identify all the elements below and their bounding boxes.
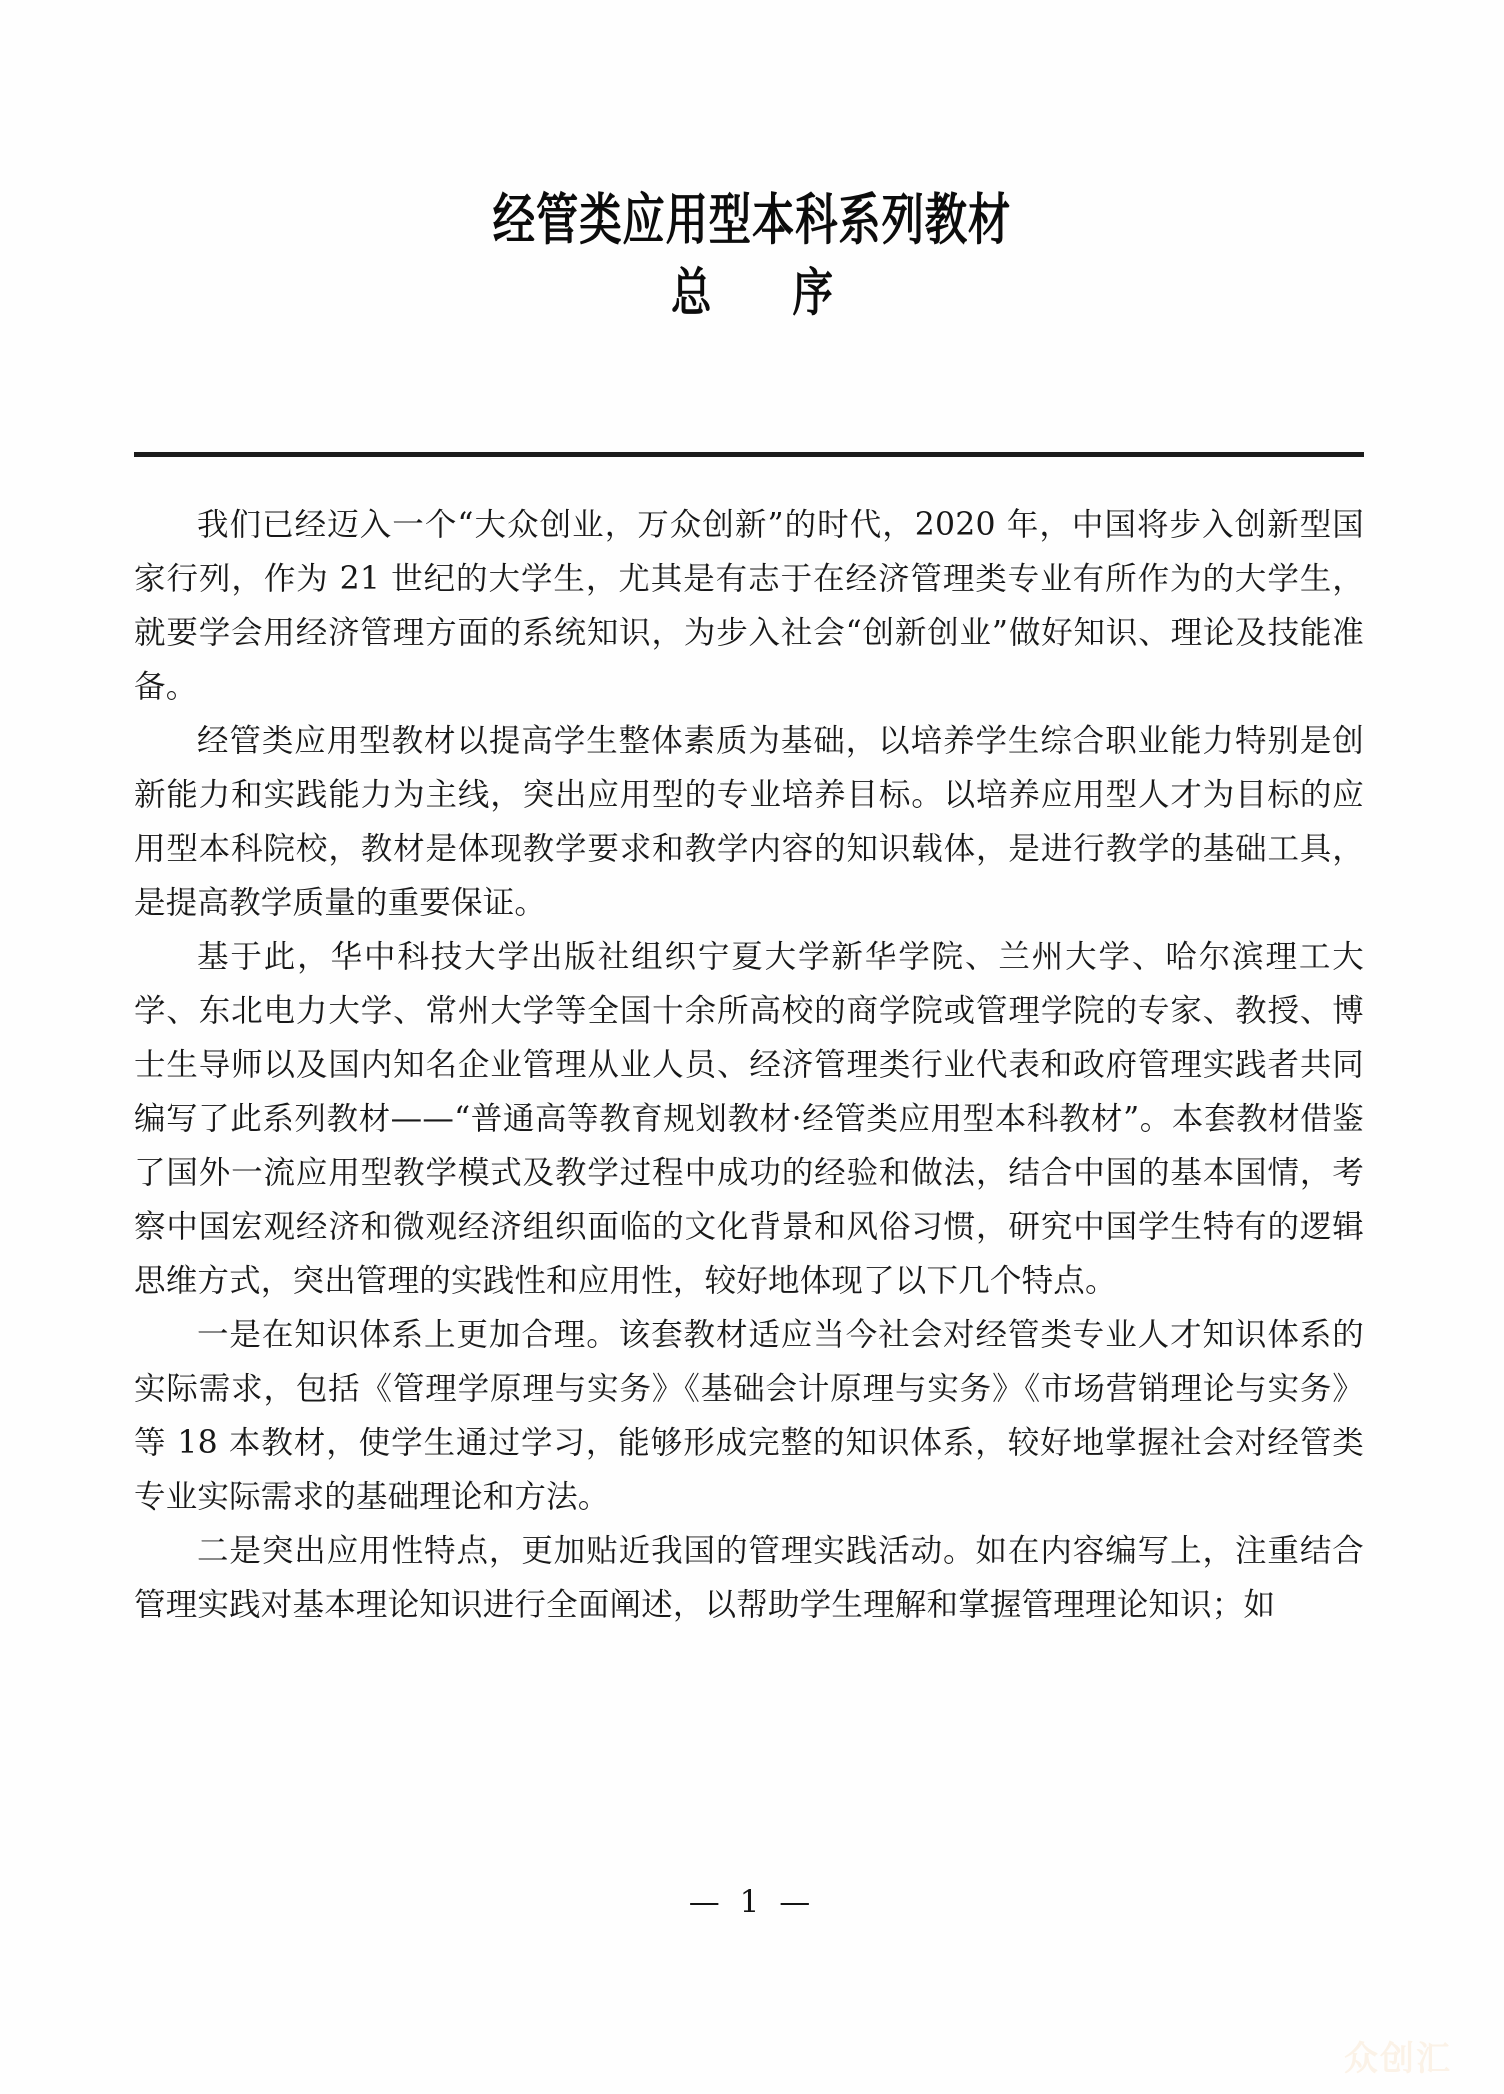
body-text <box>134 498 1364 1632</box>
header-divider-rule <box>134 452 1364 457</box>
paragraph: 经管类应用型教材以提高学生整体素质为基础，以培养学生综合职业能力特别是创新能力和实践能力为主线，突出应用型的专业培养目标。以培养应用型人才为目标的应用型本科院校，教材是体现教学要求和教学内容的知识载体，是进行教学的基础工具，是提高教学质量的重要保证。 <box>134 723 1364 921</box>
page-number: — 1 — <box>688 1884 816 1920</box>
paragraph: 基于此，华中科技大学出版社组织宁夏大学新华学院、兰州大学、哈尔滨理工大学、东北电力大学、常州大学等全国十余所高校的商学院或管理学院的专家、教授、博士生导师以及国内知名企业管理从业人员、经济管理类行业代表和政府管理实践者共同编写了此系列教材——“普通高等教育规划教材·经管类应用型本科教材”。本套教材借鉴了国外一流应用型教学模式及教学过程中成功的经验和做法，结合中国的基本国情，考察中国宏观经济和微观经济组织面临的文化背景和风俗习惯，研究中国学生特有的逻辑思维方式，突出管理的实践性和应用性，较好地体现了以下几个特点。 <box>134 939 1364 1299</box>
page-subtitle: 总 序 <box>671 263 833 324</box>
paragraph: 一是在知识体系上更加合理。该套教材适应当今社会对经管类专业人才知识体系的实际需求，包括《管理学原理与实务》《基础会计原理与实务》《市场营销理论与实务》等 18 本教材，使学生通过学习，能够形成完整的知识体系，较好地掌握社会对经管类专业实际需求的基础理论和方法。 <box>134 1317 1364 1515</box>
title-block <box>0 186 1504 324</box>
paragraph: 二是突出应用性特点，更加贴近我国的管理实践活动。如在内容编写上，注重结合管理实践对基本理论知识进行全面阐述，以帮助学生理解和掌握管理理论知识；如 <box>134 1533 1364 1623</box>
watermark: 众创汇 <box>1344 2039 1452 2079</box>
paragraph: 我们已经迈入一个“大众创业，万众创新”的时代，2020 年，中国将步入创新型国家行列，作为 21 世纪的大学生，尤其是有志于在经济管理类专业有所作为的大学生，就要学会用经济管理方面的系统知识，为步入社会“创新创业”做好知识、理论及技能准备。 <box>134 507 1364 705</box>
page-title: 经管类应用型本科系列教材 <box>492 188 1012 254</box>
